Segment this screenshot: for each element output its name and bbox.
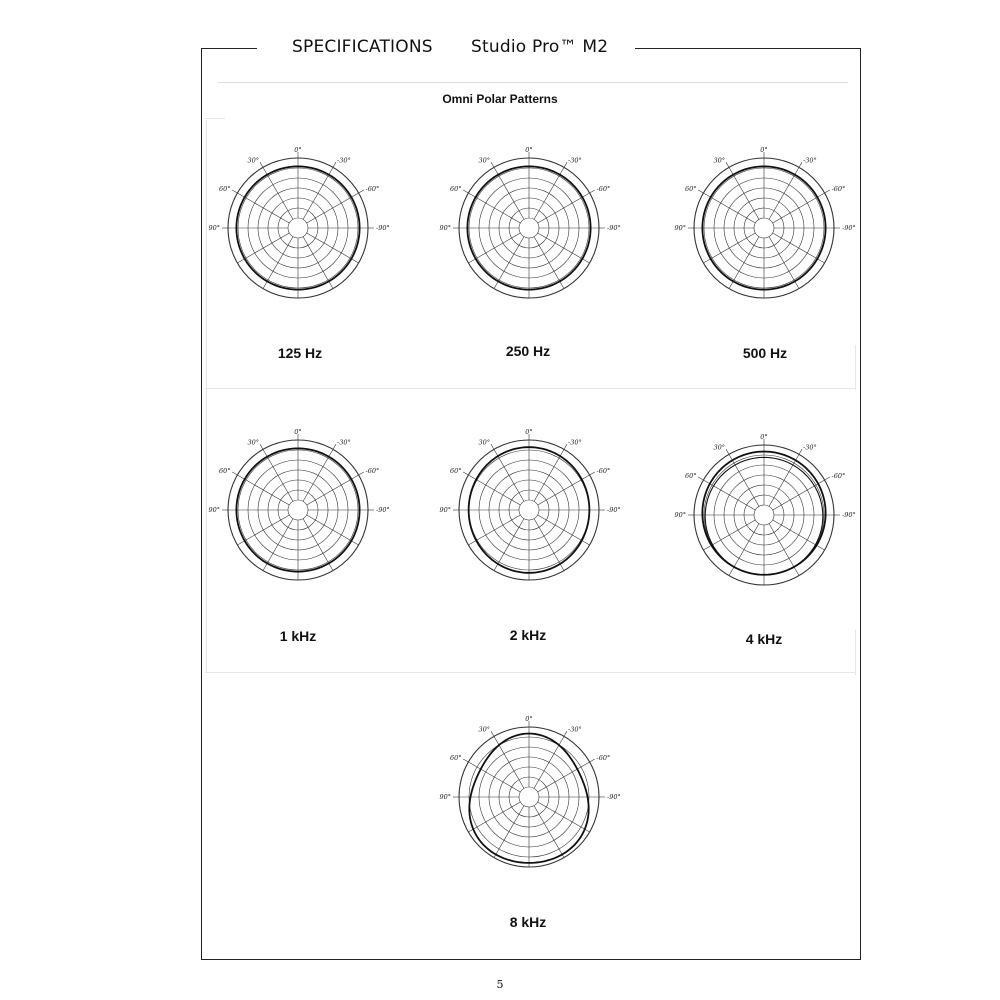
grid-tick xyxy=(698,477,703,480)
angle-label: -90° xyxy=(376,506,390,514)
angle-label: 90° xyxy=(208,224,220,232)
angle-label: 30° xyxy=(247,438,259,447)
angle-label: 90° xyxy=(439,224,451,232)
angle-label: 0° xyxy=(294,428,302,436)
grid-tick xyxy=(463,190,468,193)
angle-label: -90° xyxy=(842,511,856,519)
grid-spoke xyxy=(703,480,755,510)
grid-tick xyxy=(825,190,830,193)
grid-ring xyxy=(288,500,308,520)
angle-label: -60° xyxy=(596,467,611,475)
grid-tick xyxy=(799,449,802,454)
header-product-name: Studio Pro™ M2 xyxy=(471,37,609,57)
polar-plot xyxy=(208,425,390,595)
angle-label: 90° xyxy=(439,793,451,801)
angle-label: -30° xyxy=(568,156,582,165)
angle-label: 0° xyxy=(760,146,768,154)
grid-tick xyxy=(726,162,729,167)
grid-spoke xyxy=(534,519,564,571)
angle-label: -60° xyxy=(831,472,846,480)
grid-spoke xyxy=(769,454,799,506)
angle-label: 0° xyxy=(525,146,533,154)
grid-tick xyxy=(232,472,237,475)
angle-label: -30° xyxy=(568,438,582,447)
grid-ring xyxy=(288,218,308,238)
grid-tick xyxy=(590,472,595,475)
angle-label: 60° xyxy=(218,185,231,193)
angle-label: -90° xyxy=(607,506,621,514)
guide-rule xyxy=(205,672,855,673)
polar-plot xyxy=(674,430,856,600)
grid-tick xyxy=(260,162,263,167)
grid-spoke xyxy=(468,802,520,832)
grid-spoke xyxy=(538,802,590,832)
grid-ring xyxy=(754,505,774,525)
grid-tick xyxy=(698,190,703,193)
polar-grid xyxy=(439,425,621,595)
guide-rule xyxy=(205,388,855,389)
guide-rule xyxy=(206,120,207,395)
angle-label: 60° xyxy=(684,185,697,193)
guide-rule xyxy=(855,345,856,390)
frequency-label: 4 kHz xyxy=(745,631,783,647)
angle-label: -90° xyxy=(376,224,390,232)
grid-spoke xyxy=(494,806,524,858)
grid-tick xyxy=(590,190,595,193)
polar-grid xyxy=(674,430,856,600)
grid-spoke xyxy=(494,519,524,571)
grid-spoke xyxy=(773,480,825,510)
polar-plot xyxy=(674,143,856,313)
angle-label: 30° xyxy=(713,443,725,452)
angle-label: 60° xyxy=(449,185,462,193)
angle-label: 90° xyxy=(439,506,451,514)
frequency-label: 125 Hz xyxy=(277,345,323,361)
polar-grid xyxy=(439,143,621,313)
frequency-label: 250 Hz xyxy=(505,343,551,359)
angle-label: 90° xyxy=(674,511,686,519)
grid-tick xyxy=(590,759,595,762)
grid-spoke xyxy=(494,449,524,501)
grid-spoke xyxy=(534,806,564,858)
grid-tick xyxy=(726,449,729,454)
angle-label: 60° xyxy=(684,472,697,480)
grid-tick xyxy=(359,472,364,475)
grid-tick xyxy=(491,731,494,736)
polar-plot xyxy=(439,425,621,595)
grid-spoke xyxy=(534,449,564,501)
grid-tick xyxy=(260,444,263,449)
grid-tick xyxy=(564,444,567,449)
guide-rule xyxy=(855,630,856,675)
angle-label: 30° xyxy=(713,156,725,165)
polar-plot xyxy=(439,143,621,313)
angle-label: -60° xyxy=(596,185,611,193)
frequency-label: 2 kHz xyxy=(509,627,547,643)
angle-label: -30° xyxy=(568,725,582,734)
grid-spoke xyxy=(534,736,564,788)
angle-label: -30° xyxy=(803,443,817,452)
angle-label: -90° xyxy=(607,793,621,801)
grid-spoke xyxy=(769,524,799,576)
grid-spoke xyxy=(494,736,524,788)
frequency-label: 8 kHz xyxy=(509,914,547,930)
polar-grid xyxy=(208,425,390,595)
grid-tick xyxy=(463,759,468,762)
angle-label: 30° xyxy=(247,156,259,165)
angle-label: 30° xyxy=(478,156,490,165)
polar-grid xyxy=(674,143,856,313)
angle-label: 0° xyxy=(525,715,533,723)
angle-label: -30° xyxy=(803,156,817,165)
section-title: Omni Polar Patterns xyxy=(442,92,558,106)
angle-label: -30° xyxy=(337,438,351,447)
polar-plot xyxy=(208,143,390,313)
angle-label: -90° xyxy=(607,224,621,232)
angle-label: 90° xyxy=(674,224,686,232)
angle-label: 0° xyxy=(525,428,533,436)
angle-label: -90° xyxy=(842,224,856,232)
grid-ring xyxy=(519,218,539,238)
grid-spoke xyxy=(729,454,759,506)
grid-tick xyxy=(463,472,468,475)
angle-label: 0° xyxy=(294,146,302,154)
grid-ring xyxy=(519,500,539,520)
grid-tick xyxy=(333,444,336,449)
angle-label: 30° xyxy=(478,438,490,447)
grid-tick xyxy=(333,162,336,167)
frequency-label: 500 Hz xyxy=(742,345,788,361)
header-section-label: SPECIFICATIONS xyxy=(292,37,433,57)
grid-tick xyxy=(799,162,802,167)
angle-label: 90° xyxy=(208,506,220,514)
frequency-label: 1 kHz xyxy=(279,628,317,644)
grid-ring xyxy=(754,218,774,238)
angle-label: -30° xyxy=(337,156,351,165)
angle-label: -60° xyxy=(831,185,846,193)
page-number: 5 xyxy=(496,978,504,991)
grid-tick xyxy=(564,731,567,736)
angle-label: 30° xyxy=(478,725,490,734)
angle-label: 60° xyxy=(449,754,462,762)
grid-tick xyxy=(564,162,567,167)
guide-rule xyxy=(205,118,225,119)
grid-tick xyxy=(232,190,237,193)
grid-tick xyxy=(491,162,494,167)
angle-label: 60° xyxy=(449,467,462,475)
angle-label: -60° xyxy=(365,185,380,193)
angle-label: 0° xyxy=(760,433,768,441)
angle-label: 60° xyxy=(218,467,231,475)
guide-rule xyxy=(206,392,207,672)
grid-spoke xyxy=(729,524,759,576)
grid-ring xyxy=(519,787,539,807)
grid-tick xyxy=(491,444,494,449)
polar-plot xyxy=(439,712,621,882)
grid-tick xyxy=(359,190,364,193)
polar-grid xyxy=(439,712,621,882)
polar-grid xyxy=(208,143,390,313)
grid-tick xyxy=(825,477,830,480)
angle-label: -60° xyxy=(596,754,611,762)
angle-label: -60° xyxy=(365,467,380,475)
section-rule xyxy=(218,82,848,83)
